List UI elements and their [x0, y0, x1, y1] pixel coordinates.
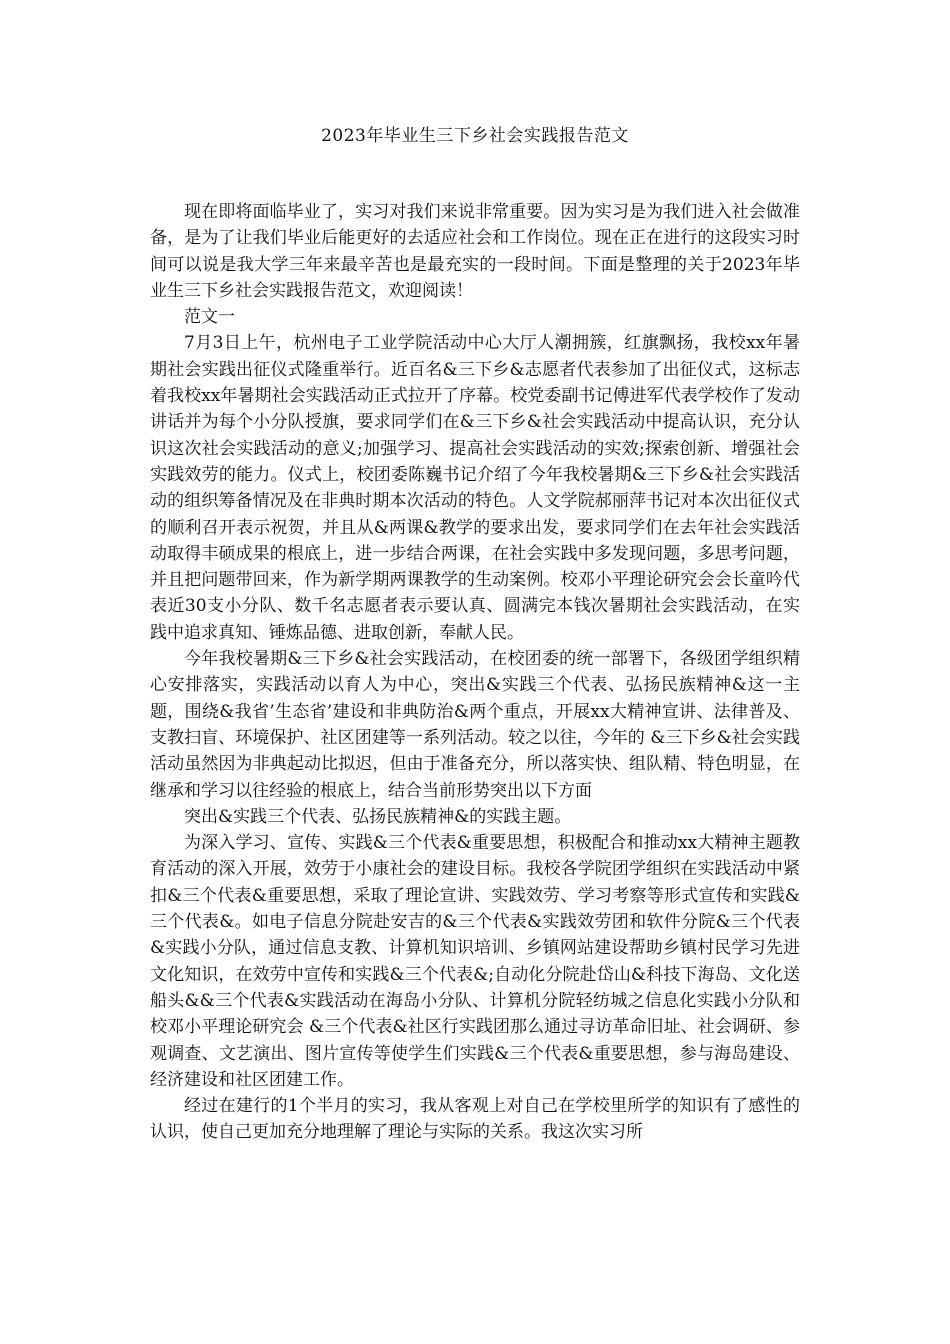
document-body	[150, 199, 800, 1146]
paragraph: 为深入学习、宣传、实践&三个代表&重要思想，积极配合和推动xx大精神主题教育活动的深入开展，效劳于小康社会的建设目标。我校各学院团学组织在实践活动中紧扣&三个代表&重要思想，采取了理论宣讲、实践效劳、学习考察等形式宣传和实践&三个代表&。如电子信息分院赴安吉的&三个代表&实践效劳团和软件分院&三个代表&实践小分队，通过信息支教、计算机知识培训、乡镇网站建设帮助乡镇村民学习先进文化知识，在效劳中宣传和实践&三个代表&;自动化分院赴岱山&科技下海岛、文化送船头&&三个代表&实践活动在海岛小分队、计算机分院轻纺城之信息化实践小分队和校邓小平理论研究会 &三个代表&社区行实践团那么通过寻访革命旧址、社会调研、参观调查、文艺演出、图片宣传等使学生们实践&三个代表&重要思想，参与海岛建设、经济建设和社区团建工作。	[150, 833, 800, 1090]
paragraph-intro: 现在即将面临毕业了，实习对我们来说非常重要。因为实习是为我们进入社会做准备，是为了让我们毕业后能更好的去适应社会和工作岗位。现在正在进行的这段实习时间可以说是我大学三年来最辛苦也是最充实的一段时间。下面是整理的关于2023年毕业生三下乡社会实践报告范文，欢迎阅读！	[150, 202, 800, 301]
paragraph: 今年我校暑期&三下乡&社会实践活动，在校团委的统一部署下，各级团学组织精心安排落实，实践活动以育人为中心，突出&实践三个代表、弘扬民族精神&这一主题，围绕&我省’生态省’建设和非典防治&两个重点，开展xx大精神宣讲、法律普及、支教扫盲、环境保护、社区团建等一系列活动。较之以往，今年的 &三下乡&社会实践活动虽然因为非典起动比拟迟，但由于准备充分，所以落实快、组队精、特色明显，在继承和学习以往经验的根底上，结合当前形势突出以下方面	[150, 649, 800, 801]
paragraph: 7月3日上午，杭州电子工业学院活动中心大厅人潮拥簇，红旗飘扬，我校xx年暑期社会实践出征仪式隆重举行。近百名&三下乡&志愿者代表参加了出征仪式，这标志着我校xx年暑期社会实践活动正式拉开了序幕。校党委副书记傅进军代表学校作了发动讲话并为每个小分队授旗，要求同学们在&三下乡&社会实践活动中提高认识，充分认识这次社会实践活动的意义;加强学习、提高社会实践活动的实效;探索创新、增强社会实践效劳的能力。仪式上，校团委陈巍书记介绍了今年我校暑期&三下乡&社会实践活动的组织筹备情况及在非典时期本次活动的特色。人文学院郝丽萍书记对本次出征仪式的顺利召开表示祝贺，并且从&两课&教学的要求出发，要求同学们在去年社会实践活动取得丰硕成果的根底上，进一步结合两课，在社会实践中多发现问题，多思考问题，并且把问题带回来，作为新学期两课教学的生动案例。校邓小平理论研究会会长童吟代表近30支小分队、数千名志愿者表示要认真、圆满完本钱次暑期社会实践活动，在实践中追求真知、锤炼品德、进取创新，奉献人民。	[150, 333, 800, 643]
paragraph-sample-heading: 范文一	[184, 307, 235, 328]
document-title: 2023年毕业生三下乡社会实践报告范文	[321, 126, 629, 146]
paragraph-subheading: 突出&实践三个代表、弘扬民族精神&的实践主题。	[184, 806, 572, 827]
paragraph: 经过在建行的1个半月的实习，我从客观上对自己在学校里所学的知识有了感性的认识，使自己更加充分地理解了理论与实际的关系。我这次实习所	[150, 1096, 800, 1143]
